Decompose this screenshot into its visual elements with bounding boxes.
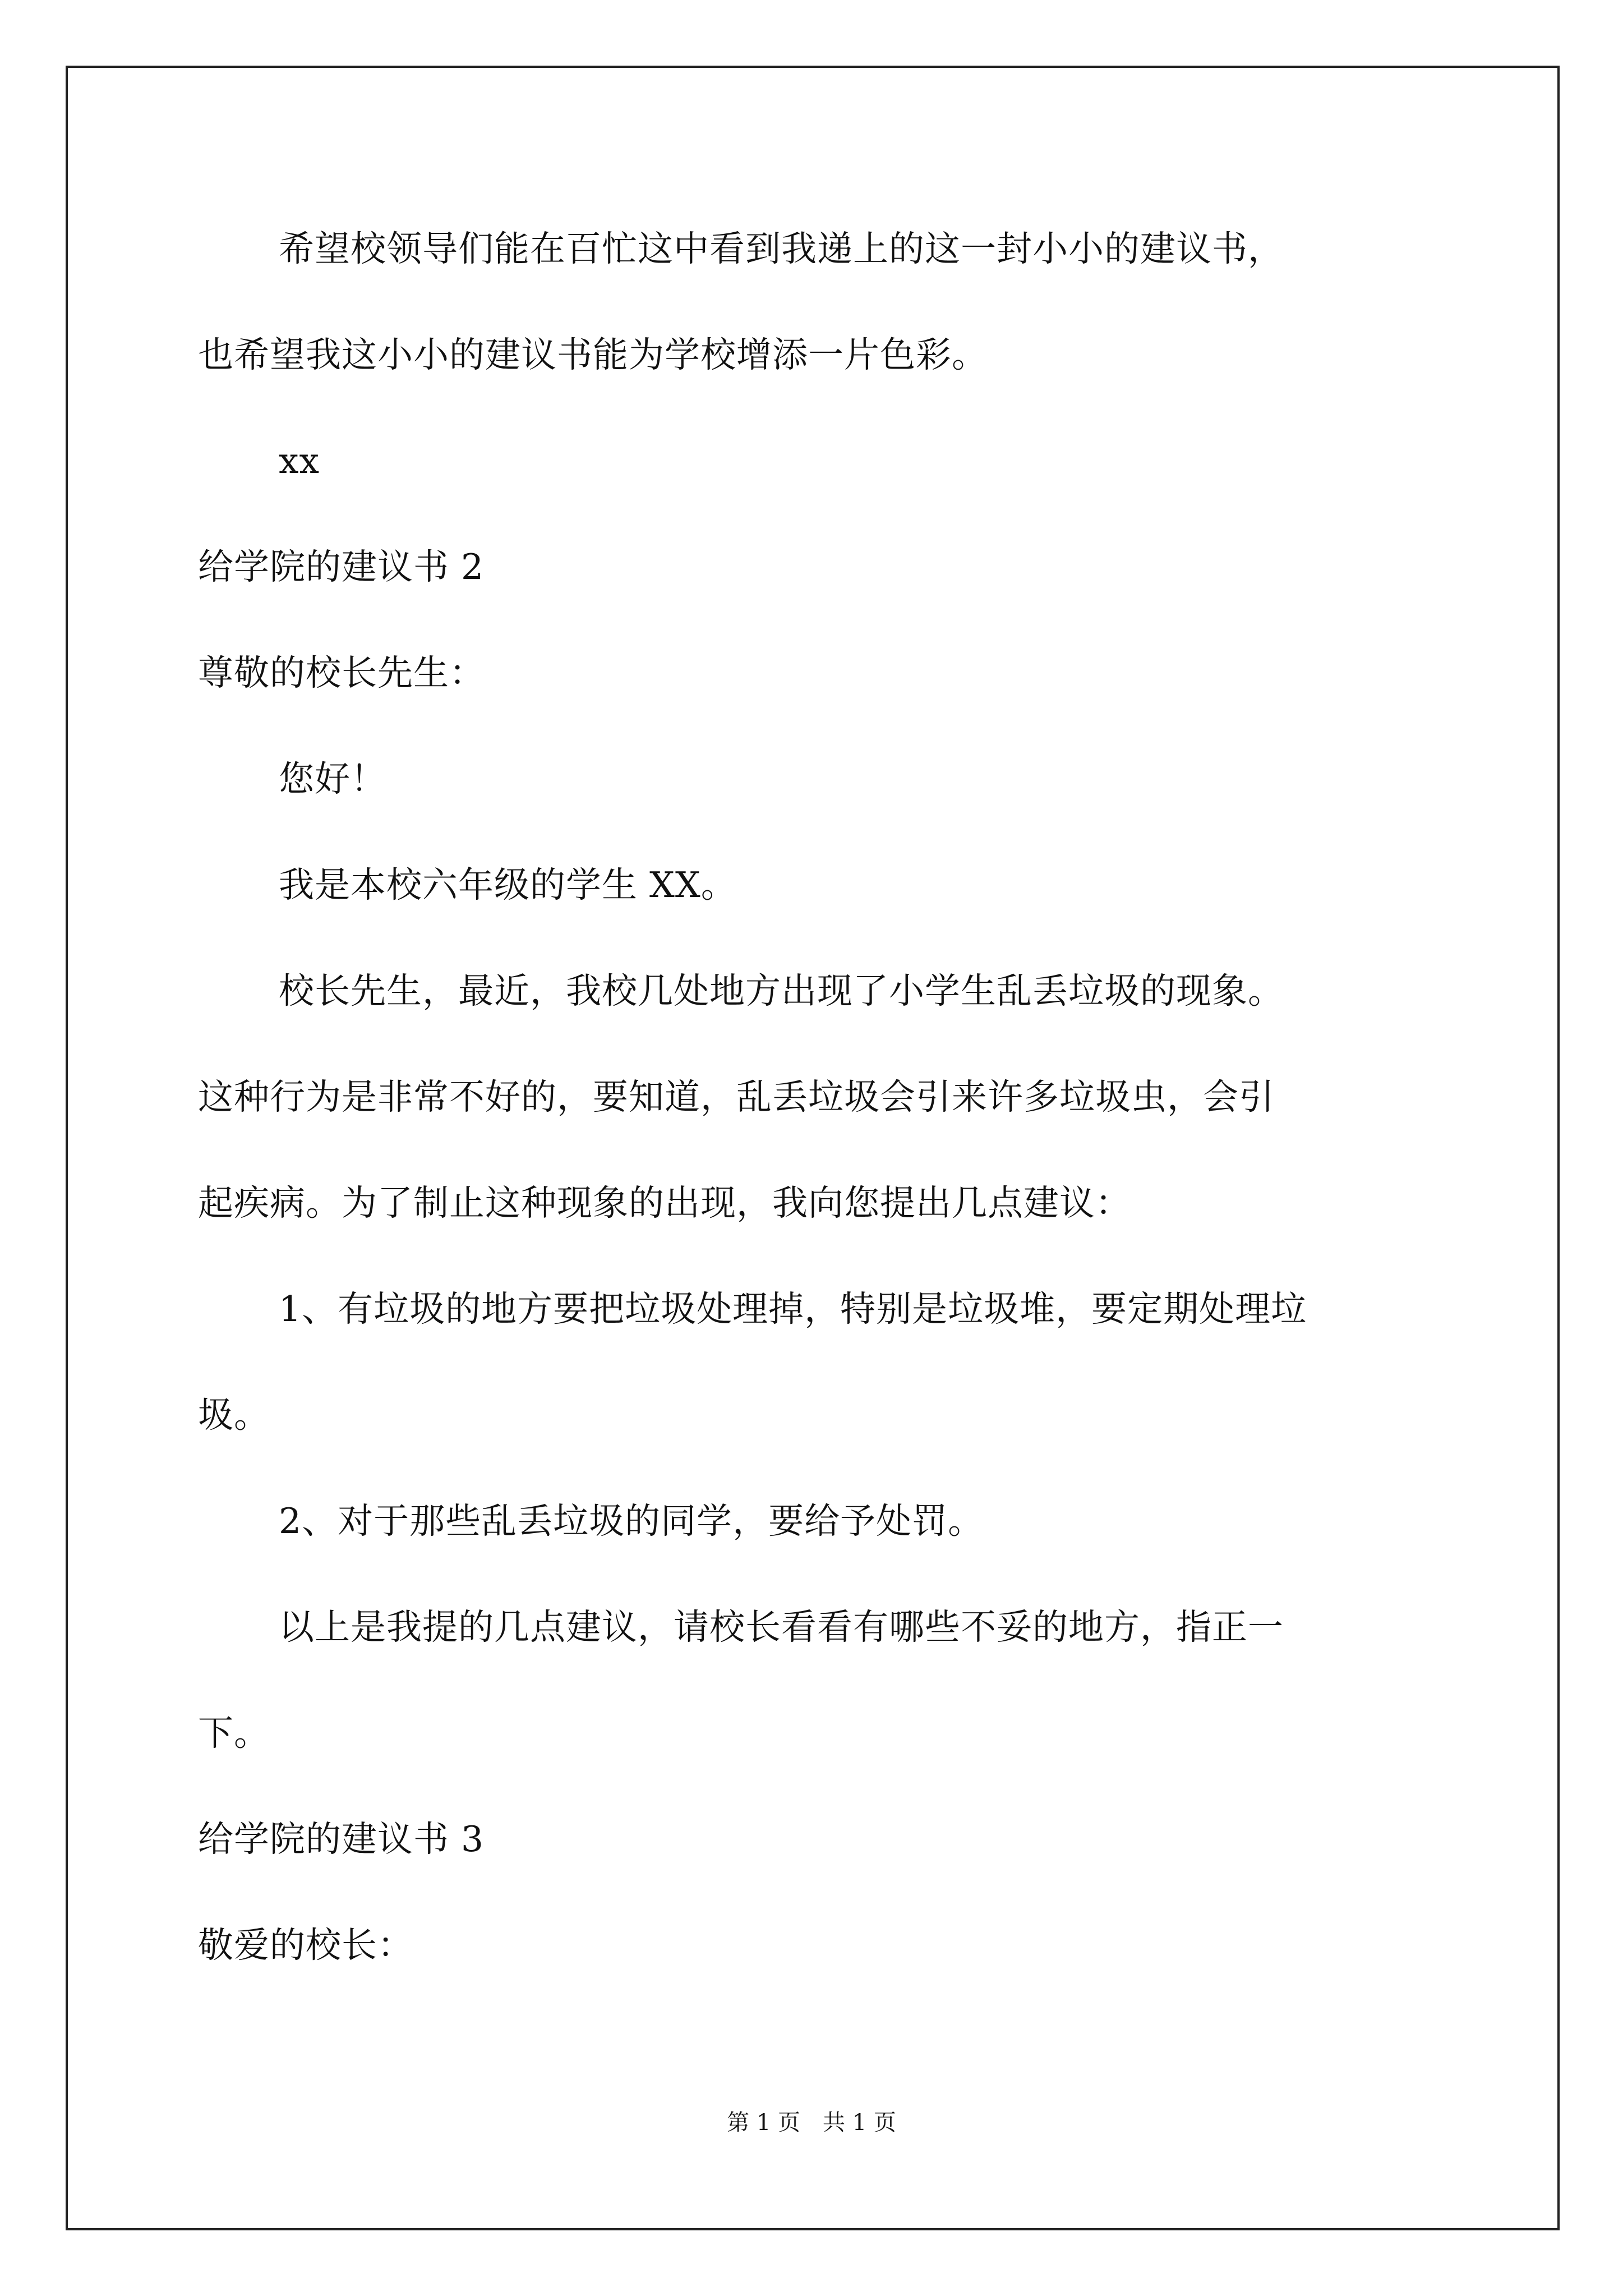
section-title: 给学院的建议书 3 xyxy=(198,1819,485,1860)
paragraph-line: 起疾病。为了制止这种现象的出现，我向您提出几点建议： xyxy=(198,1182,1131,1223)
greeting: 您好！ xyxy=(279,758,386,799)
salutation: 敬爱的校长： xyxy=(198,1925,413,1966)
page-total: 共 1 页 xyxy=(823,2110,896,2136)
list-item-line: 2、对于那些乱丢垃圾的同学，要给予处罚。 xyxy=(279,1501,984,1542)
paragraph-line: 以上是我提的几点建议，请校长看看有哪些不妥的地方，指正一 xyxy=(279,1607,1284,1648)
paragraph-line: 下。 xyxy=(198,1713,270,1754)
list-item-line: 1、有垃圾的地方要把垃圾处理掉，特别是垃圾堆，要定期处理垃 xyxy=(279,1289,1307,1329)
paragraph-line: 也希望我这小小的建议书能为学校增添一片色彩。 xyxy=(198,334,988,375)
list-item-line: 圾。 xyxy=(198,1395,270,1435)
signature-line: xx xyxy=(279,440,320,481)
paragraph-line: 这种行为是非常不好的，要知道，乱丢垃圾会引来许多垃圾虫，会引 xyxy=(198,1076,1275,1117)
page-footer xyxy=(0,2109,1623,2137)
paragraph-line: 我是本校六年级的学生 XX。 xyxy=(279,864,737,905)
section-title: 给学院的建议书 2 xyxy=(198,546,485,587)
paragraph-line: 校长先生，最近，我校几处地方出现了小学生乱丢垃圾的现象。 xyxy=(279,970,1284,1011)
paragraph-line: 希望校领导们能在百忙这中看到我递上的这一封小小的建议书， xyxy=(279,228,1284,269)
salutation: 尊敬的校长先生： xyxy=(198,652,485,693)
page-border xyxy=(66,66,1560,2230)
page-number: 第 1 页 xyxy=(727,2110,800,2136)
